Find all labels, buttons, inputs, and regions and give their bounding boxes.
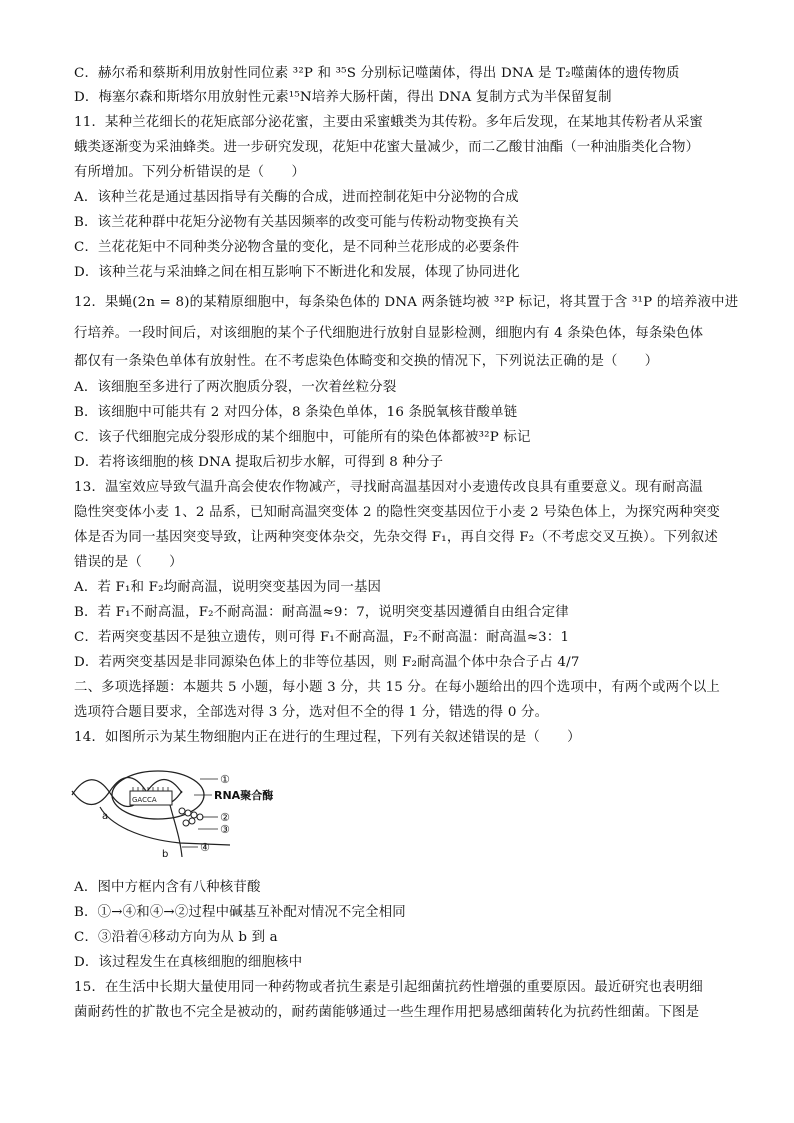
option-14b: B．①→④和④→②过程中碱基互补配对情况不完全相同 xyxy=(74,905,406,920)
option-12c: C．该子代细胞完成分裂形成的某个细胞中，可能所有的染色体都被³²P 标记 xyxy=(74,430,531,445)
option-13c: C．若两突变基因不是独立遗传，则可得 F₁不耐高温，F₂不耐高温：耐高温≈3：1 xyxy=(74,630,570,645)
option-11b: B．该兰花种群中花矩分泌物有关基因频率的改变可能与传粉动物变换有关 xyxy=(74,215,519,230)
ribosome-chain xyxy=(179,808,203,826)
section-2-heading: 选项符合题目要求，全部选对得 3 分，选对但不全的得 1 分，错选的得 0 分。 xyxy=(74,705,549,720)
question-13-stem: 隐性突变体小麦 1、2 品系，已知耐高温突变体 2 的隐性突变基因位于小麦 2 号染色体上，为探究两种突变 xyxy=(74,505,721,520)
box-sequence: GACCA xyxy=(132,796,157,804)
question-13-stem: 错误的是（ ） xyxy=(74,555,183,570)
option-13a: A．若 F₁和 F₂均耐高温，说明突变基因为同一基因 xyxy=(74,580,382,595)
option-14d: D．该过程发生在真核细胞的细胞核中 xyxy=(74,955,303,970)
question-13-stem: 体是否为同一基因突变导致，让两种突变体杂交，先杂交得 F₁，再自交得 F₂（不考虑交叉互换）。下列叙述 xyxy=(74,530,718,545)
option-11a: A．该种兰花是通过基因指导有关酶的合成，进而控制花矩中分泌物的合成 xyxy=(74,190,519,205)
question-14-stem: 14．如图所示为某生物细胞内正在进行的生理过程，下列有关叙述错误的是（ ） xyxy=(74,730,581,745)
option-10c: C．赫尔希和蔡斯利用放射性同位素 ³²P 和 ³⁵S 分别标记噬菌体，得出 DNA 是 T₂噬菌体的遗传物质 xyxy=(74,66,680,81)
option-12d: D．若将该细胞的核 DNA 提取后初步水解，可得到 8 种分子 xyxy=(74,455,444,470)
option-11c: C．兰花花矩中不同种类分泌物含量的变化，是不同种兰花形成的必要条件 xyxy=(74,240,520,255)
label-2: ② xyxy=(220,811,230,824)
label-3: ③ xyxy=(220,823,230,836)
label-b: b xyxy=(162,849,169,860)
label-1: ① xyxy=(220,773,230,786)
option-13d: D．若两突变基因是非同源染色体上的非等位基因，则 F₂耐高温个体中杂合子占 4/7 xyxy=(74,655,580,670)
transcription-figure xyxy=(70,765,274,865)
option-14c: C．③沿着④移动方向为从 b 到 a xyxy=(74,930,278,945)
question-12-stem: 12．果蝇(2n = 8)的某精原细胞中，每条染色体的 DNA 两条链均被 ³²P 标记，将其置于含 ³¹P 的培养液中进 xyxy=(74,295,739,310)
template-strand xyxy=(100,807,230,845)
question-11-stem: 蛾类逐渐变为采油蜂类。进一步研究发现，花矩中花蜜大量减少，而二乙酸甘油酯（一种油脂类化合物） xyxy=(74,140,700,155)
section-2-heading: 二、多项选择题：本题共 5 小题，每小题 3 分，共 15 分。在每小题给出的四个选项中，有两个或两个以上 xyxy=(74,680,721,695)
question-13-stem: 13．温室效应导致气温升高会使农作物减产，寻找耐高温基因对小麦遗传改良具有重要意义。现有耐高温 xyxy=(74,480,704,495)
option-12a: A．该细胞至多进行了两次胞质分裂，一次着丝粒分裂 xyxy=(74,380,397,395)
question-11-stem: 有所增加。下列分析错误的是（ ） xyxy=(74,165,306,180)
question-15-stem: 15．在生活中长期大量使用同一种药物或者抗生素是引起细菌抗药性增强的重要原因。最近研究也表明细 xyxy=(74,980,704,995)
option-11d: D．该种兰花与采油蜂之间在相互影响下不断进化和发展，体现了协同进化 xyxy=(74,265,520,280)
option-10d: D．梅塞尔森和斯塔尔用放射性元素¹⁵N培养大肠杆菌，得出 DNA 复制方式为半保留复制 xyxy=(74,90,612,105)
question-15-stem: 菌耐药性的扩散也不完全是被动的，耐药菌能够通过一些生理作用把易感细菌转化为抗药性细菌。下图是 xyxy=(74,1005,700,1020)
option-12b: B．该细胞中可能共有 2 对四分体，8 条染色单体，16 条脱氧核苷酸单链 xyxy=(74,405,518,420)
label-a: a xyxy=(102,811,109,822)
question-12-stem: 都仅有一条染色单体有放射性。在不考虑染色体畸变和交换的情况下，下列说法正确的是（ ） xyxy=(74,354,659,369)
label-rna-polymerase: RNA聚合酶 xyxy=(214,789,274,802)
option-13b: B．若 F₁不耐高温，F₂不耐高温：耐高温≈9：7，说明突变基因遵循自由组合定律 xyxy=(74,605,569,620)
question-11-stem: 11．某种兰花细长的花矩底部分泌花蜜，主要由采蜜蛾类为其传粉。多年后发现，在某地其传粉者从采蜜 xyxy=(74,115,704,130)
option-14a: A．图中方框内含有八种核苷酸 xyxy=(74,880,261,895)
question-12-stem: 行培养。一段时间后，对该细胞的某个子代细胞进行放射自显影检测，细胞内有 4 条染色体，每条染色体 xyxy=(74,326,704,341)
label-4: ④ xyxy=(200,841,210,854)
